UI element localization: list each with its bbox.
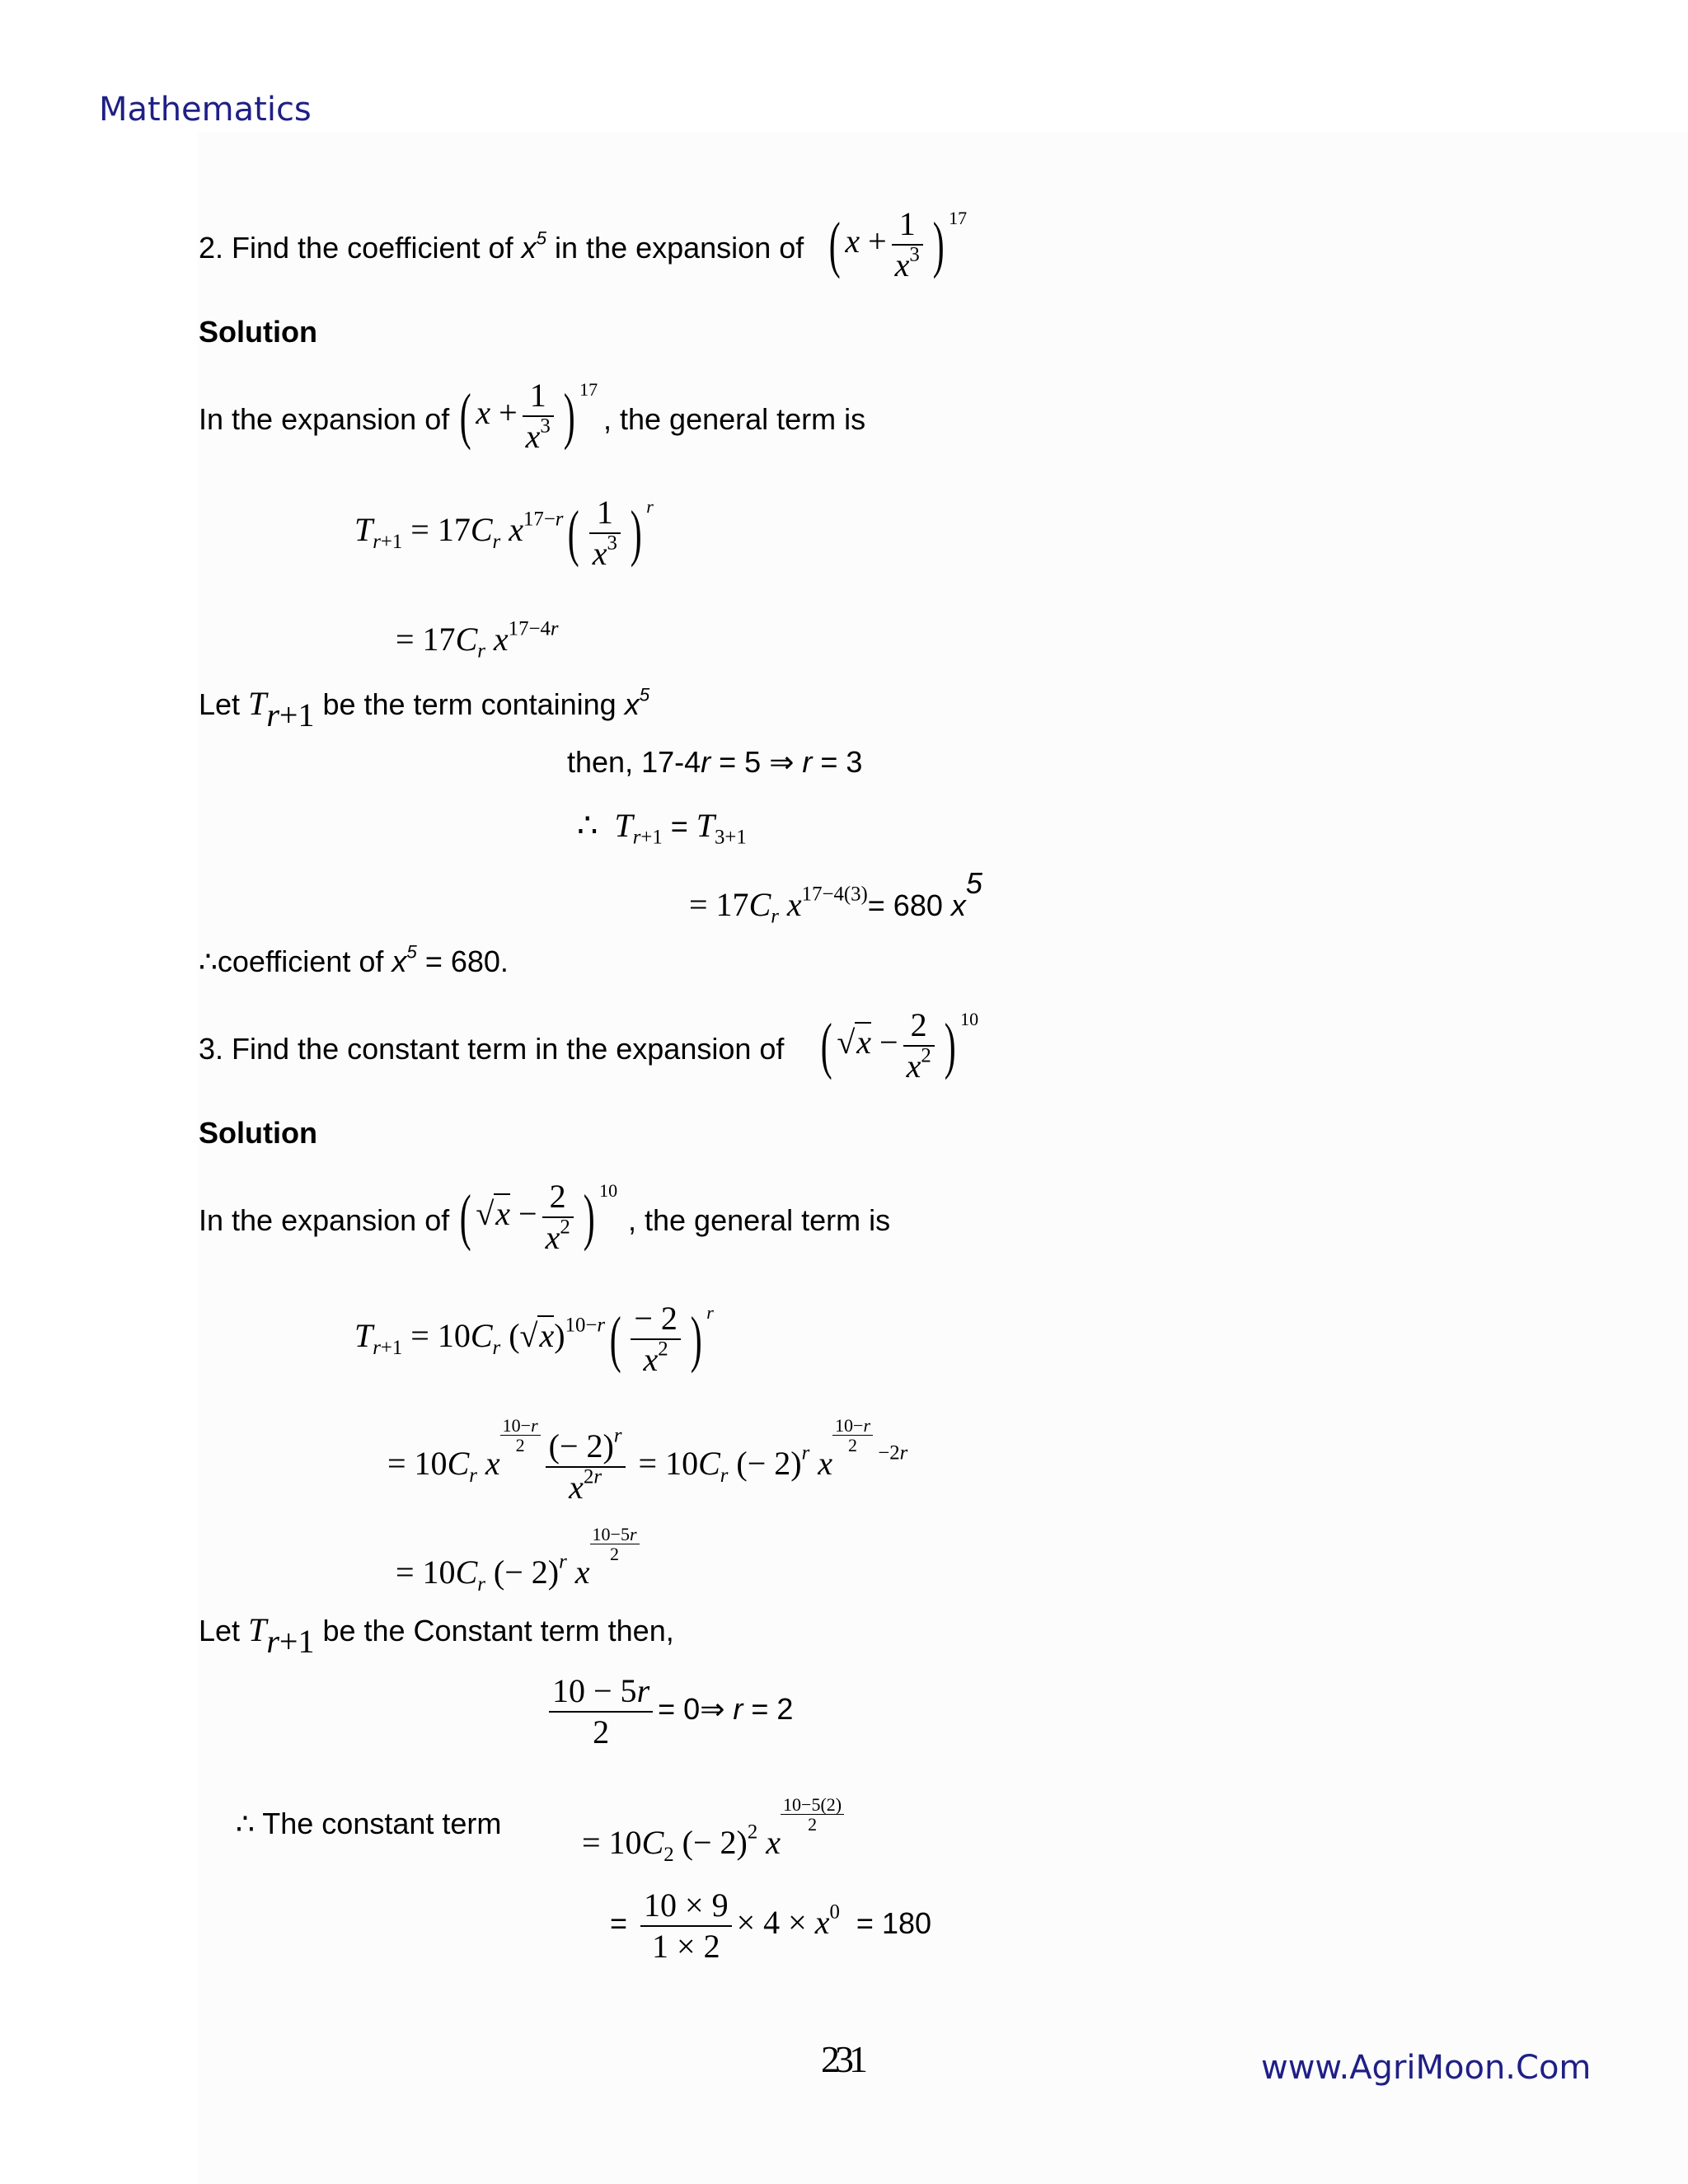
problem3-let-line: Let $T_{r+1}$ be the Constant term then,: [199, 1611, 674, 1660]
problem2-intro-expression: ( x + $\frac{1}{x^3}$ ) $^{17}$: [459, 377, 598, 455]
p3-r-eq: = 2: [751, 1692, 794, 1727]
p2-coef: ∴coefficient of: [199, 944, 384, 978]
header-subject: Mathematics: [99, 91, 312, 129]
problem2-therefore-line: ∴ $T_{r+1} = T_{3+1}$: [577, 807, 747, 849]
p3-r: r: [733, 1692, 743, 1727]
p2-then-end: = 3: [820, 745, 863, 779]
q2-x: x: [521, 231, 537, 265]
p3-result: = 180: [856, 1906, 932, 1941]
problem2-let-line: Let $T_{r+1}$ be the term containing $x^5$: [199, 684, 650, 733]
problem3-general-term: $T_{r+1} = 10C_r$ $(√x)^{10-r}$( $\frac{- 2}{x^2}$ ) $^r$: [354, 1300, 714, 1378]
problem3-intro-suffix: , the general term is: [628, 1203, 891, 1237]
problem3-step2: = $10C_r$ x $\frac{10-r}{2}$ $\frac{(- 2)^r}{x^{2r}}$ = $10C_r$ (− 2)$^r$ x $\frac{10-r}{2}$ $^{-2r}$: [387, 1415, 908, 1506]
q2-exp: 17: [949, 208, 968, 229]
problem3-step3: = $10C_r$ (− 2)$^r$ x $\frac{10-5r}{2}$: [396, 1525, 640, 1591]
p2-coef-value: = 680.: [424, 944, 509, 978]
p2-let-suffix: be the term containing: [322, 687, 617, 721]
q2-prefix: 2. Find the coefficient of: [199, 231, 513, 265]
p2-then-mid: = 5 ⇒: [719, 745, 795, 779]
p3-let: Let: [199, 1614, 241, 1647]
problem3-constant-label: ∴ The constant term: [236, 1807, 502, 1840]
problem2-general-term: $T_{r+1} = 17C_r$ $x^{17-r}$( $\frac{1}{x^3}$ ) $^r$: [354, 494, 654, 572]
p3-eq-zero: = 0⇒: [658, 1692, 725, 1727]
p2-result: = 680: [867, 888, 943, 922]
problem3-constant-expression: = $10C_2$ (− 2)$^2$ x $\frac{10-5(2)}{2}$: [582, 1795, 844, 1862]
problem2-question: [199, 227, 804, 265]
footer-website: www.AgriMoon.Com: [1261, 2049, 1592, 2087]
page-background: [198, 132, 1688, 2184]
problem2-intro-prefix: In the expansion of: [199, 402, 450, 436]
problem3-solve-r: $\frac{10 - 5r}{2}$ = 0⇒ r = 2: [544, 1673, 793, 1750]
p2-r: r: [701, 745, 711, 779]
problem3-question: 3. Find the constant term in the expansion of: [199, 1032, 785, 1066]
q2-expression: ( x + $\frac{1}{x^3}$ ) $^{17}$: [828, 205, 968, 284]
problem3-solution-label: Solution: [199, 1116, 317, 1150]
problem2-result-line: = $17C_r$ $x^{17-4(3)}= 680$ $x^5$: [689, 866, 982, 928]
q2-mid: in the expansion of: [555, 231, 804, 265]
problem2-intro-suffix: , the general term is: [603, 402, 866, 436]
p2-let: Let: [199, 687, 241, 721]
p3-equals: =: [610, 1906, 628, 1941]
q3-expression: ( √x − $\frac{2}{x^2}$ ) $^{10}$: [820, 1006, 979, 1085]
page-number: 231: [821, 2038, 863, 2080]
problem3-intro-prefix: In the expansion of: [199, 1203, 450, 1237]
p2-then: then, 17-4: [567, 745, 701, 779]
p3-exp: 10: [599, 1180, 618, 1202]
problem3-final-line: = $\frac{10 \times 9}{1 \times 2}$ × $4 \times x^0 = 180$: [610, 1886, 932, 1965]
problem2-solution-label: Solution: [199, 315, 317, 349]
p3-let-suffix: be the Constant term then,: [322, 1614, 674, 1647]
problem2-then-line: then, 17-4r = 5 ⇒ r = 3: [567, 745, 863, 779]
q2-power: 5: [536, 227, 547, 249]
problem3-intro-expression: ( √x − $\frac{2}{x^2}$ ) $^{10}$: [459, 1178, 618, 1256]
problem2-coefficient-line: ∴coefficient of $x^5 = 680$.: [199, 941, 509, 978]
problem2-simplified: = $17C_r$ $x^{17-4r}$: [396, 617, 559, 663]
